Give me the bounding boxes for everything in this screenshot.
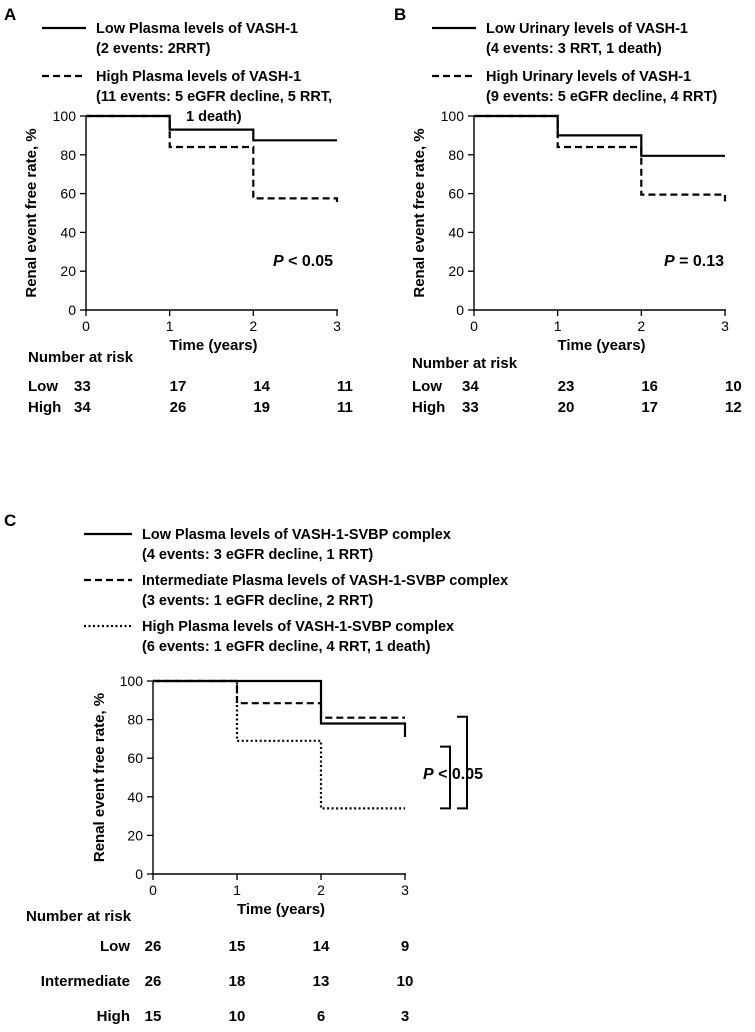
p-value-b: P = 0.13 [663,253,724,270]
risk-table-title-b: Number at risk [412,355,518,372]
risk-value-c-1-0: 26 [144,973,162,990]
y-tick-label-b-1: 20 [448,263,464,280]
legend-text-a-0-0: Low Plasma levels of VASH-1 [96,21,298,37]
risk-value-c-1-1: 18 [228,973,246,990]
risk-value-c-0-0: 26 [144,938,162,955]
risk-value-a-0-2: 14 [253,378,271,395]
risk-value-c-2-0: 15 [144,1008,162,1025]
x-tick-label-c-0: 0 [149,882,157,898]
series-line-c-2 [153,681,405,808]
risk-label-c-2: High [96,1008,130,1025]
risk-label-a-1: High [28,399,62,416]
y-tick-label-a-5: 100 [52,108,76,124]
legend-text-c-2-1: (6 events: 1 eGFR decline, 4 RRT, 1 death) [142,639,431,655]
legend-text-b-0-1: (4 events: 3 RRT, 1 death) [486,41,662,57]
legend-text-b-1-0: High Urinary levels of VASH-1 [486,69,692,85]
legend-text-a-0-1: (2 events: 2RRT) [96,41,211,57]
risk-value-a-1-3: 11 [337,399,353,416]
risk-label-b-0: Low [412,378,442,395]
risk-value-a-0-0: 33 [74,378,91,395]
y-tick-label-a-3: 60 [60,185,76,202]
series-line-c-0 [153,681,405,737]
risk-value-b-0-2: 16 [641,378,659,395]
risk-table-title-a: Number at risk [28,349,134,366]
risk-value-b-1-3: 12 [725,399,742,416]
risk-value-b-1-2: 17 [641,399,659,416]
y-tick-label-b-3: 60 [448,185,464,202]
y-tick-label-c-4: 80 [127,711,143,728]
legend-text-c-2-0: High Plasma levels of VASH-1-SVBP complex [142,619,455,635]
risk-value-a-0-3: 11 [337,378,353,395]
x-tick-label-a-0: 0 [82,318,90,334]
risk-value-c-0-3: 9 [400,938,410,955]
y-axis-title-a: Renal event free rate, % [23,128,40,298]
legend-text-c-1-0: Intermediate Plasma levels of VASH-1-SVBP complex [142,573,509,589]
y-axis-title-b: Renal event free rate, % [411,128,428,298]
y-tick-label-a-2: 40 [60,224,76,241]
y-tick-label-c-5: 100 [119,673,143,689]
x-axis-title-a: Time (years) [169,337,258,354]
x-tick-label-c-1: 1 [233,882,241,898]
significance-bracket-outer [457,717,467,809]
x-tick-label-c-3: 3 [401,882,409,898]
risk-value-a-1-2: 19 [253,399,271,416]
risk-value-a-0-1: 17 [169,378,187,395]
y-tick-label-c-3: 60 [127,750,143,767]
risk-value-c-0-1: 15 [228,938,246,955]
x-axis-title-b: Time (years) [557,337,646,354]
risk-value-c-2-1: 10 [228,1008,246,1025]
y-tick-label-c-1: 20 [127,827,143,844]
legend-text-b-0-0: Low Urinary levels of VASH-1 [486,21,688,37]
p-value-c: P < 0.05 [422,766,483,783]
legend-text-b-1-1: (9 events: 5 eGFR decline, 4 RRT) [486,89,718,105]
risk-value-a-1-0: 34 [74,399,91,416]
panel-letter-c: C [4,511,17,530]
series-line-b-1 [474,116,725,201]
legend-text-c-0-0: Low Plasma levels of VASH-1-SVBP complex [142,527,451,543]
y-tick-label-c-2: 40 [127,788,143,805]
p-value-a: P < 0.05 [272,253,333,270]
y-tick-label-b-0: 0 [456,302,464,318]
risk-value-b-0-0: 34 [462,378,479,395]
risk-value-c-0-2: 14 [312,938,330,955]
legend-text-a-1-2: 1 death) [186,109,242,125]
risk-value-c-2-2: 6 [316,1008,326,1025]
series-line-c-1 [153,681,405,718]
x-axis-title-c: Time (years) [236,901,326,918]
risk-label-c-0: Low [100,938,130,955]
y-tick-label-b-2: 40 [448,224,464,241]
risk-value-c-1-2: 13 [312,973,330,990]
risk-value-b-1-0: 33 [462,399,479,416]
risk-label-b-1: High [412,399,446,416]
x-tick-label-b-1: 1 [553,318,562,334]
y-tick-label-b-5: 100 [440,108,464,124]
legend-text-c-1-1: (3 events: 1 eGFR decline, 2 RRT) [142,593,374,609]
legend-text-a-1-1: (11 events: 5 eGFR decline, 5 RRT, [96,89,333,105]
risk-value-b-0-1: 23 [557,378,575,395]
risk-value-c-1-3: 10 [396,973,414,990]
risk-value-b-0-3: 10 [725,378,742,395]
y-axis-title-c: Renal event free rate, % [91,692,108,863]
risk-table-title-c: Number at risk [26,908,132,925]
risk-value-a-1-1: 26 [169,399,187,416]
y-tick-label-b-4: 80 [448,146,464,163]
x-tick-label-c-2: 2 [317,882,325,898]
x-tick-label-b-2: 2 [637,318,646,334]
y-tick-label-c-0: 0 [135,866,143,882]
x-tick-label-b-0: 0 [470,318,478,334]
y-tick-label-a-0: 0 [68,302,76,318]
y-tick-label-a-4: 80 [60,146,76,163]
panel-letter-a: A [4,5,17,24]
x-tick-label-a-3: 3 [333,318,341,334]
risk-label-c-1: Intermediate [40,973,130,990]
risk-label-a-0: Low [28,378,58,395]
risk-value-c-2-3: 3 [400,1008,410,1025]
x-tick-label-a-2: 2 [249,318,258,334]
y-tick-label-a-1: 20 [60,263,76,280]
x-tick-label-a-1: 1 [165,318,174,334]
panel-letter-b: B [394,5,407,24]
series-line-b-0 [474,116,725,156]
legend-text-a-1-0: High Plasma levels of VASH-1 [96,69,302,85]
x-tick-label-b-3: 3 [721,318,729,334]
legend-text-c-0-1: (4 events: 3 eGFR decline, 1 RRT) [142,547,374,563]
risk-value-b-1-1: 20 [557,399,575,416]
